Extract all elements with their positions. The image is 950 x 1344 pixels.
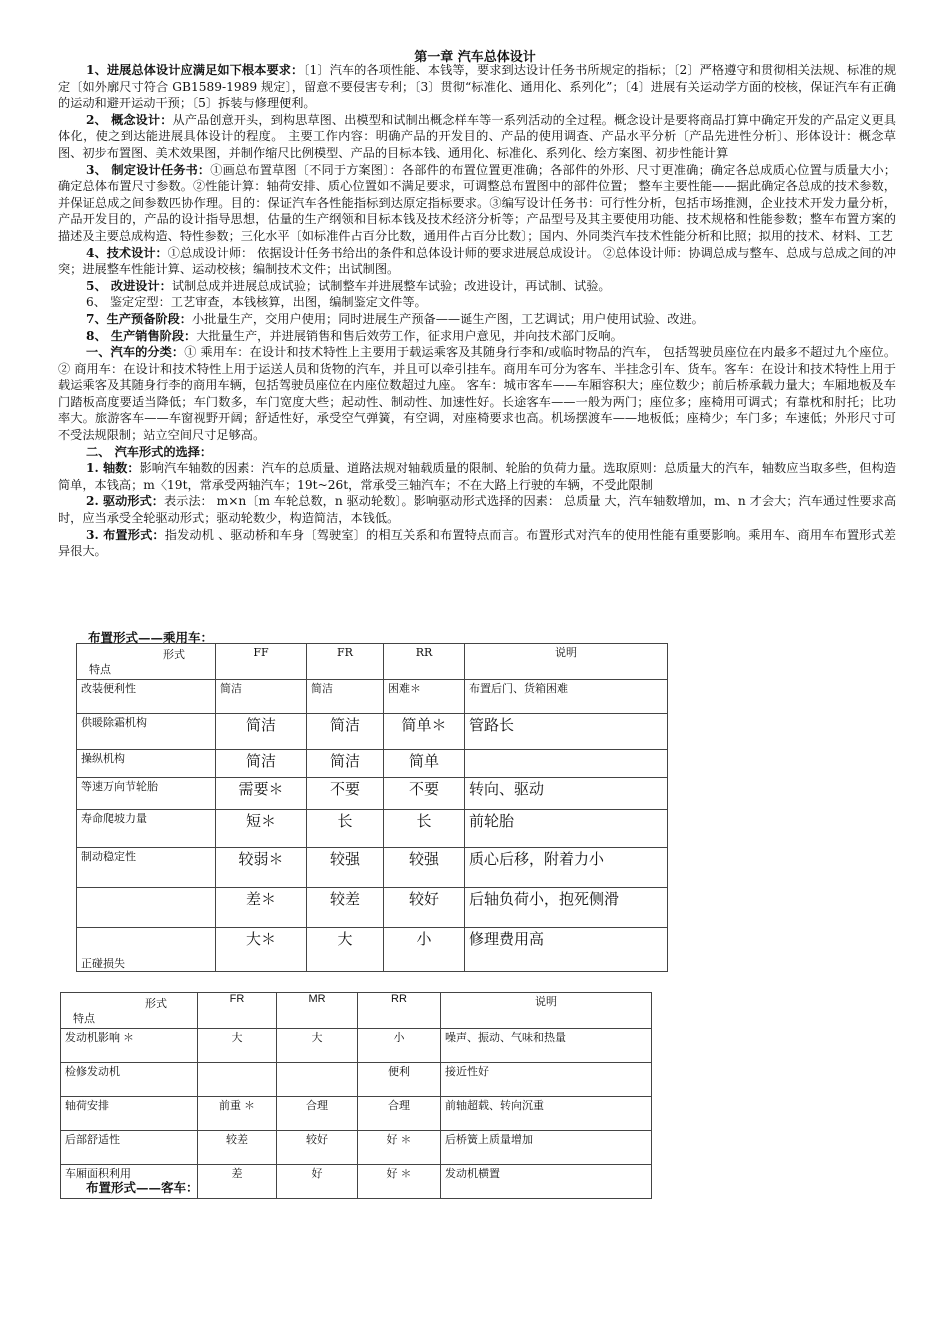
column-header: RR: [384, 644, 465, 680]
paragraph: 3. 布置形式：指发动机 、驱动桥和车身〔驾驶室〕的相互关系和布置特点而言。布置形式对汽车的使用性能有重要影响。乘用车、商用车布置形式差异很大。: [58, 527, 896, 559]
paragraph: 5、 改进设计：试制总成并进展总成试验；试制整车并进展整车试验；改进设计，再试制、试验。: [86, 278, 611, 293]
paragraph: 8、 生产销售阶段：大批量生产，并进展销售和售后效劳工作，征求用户意见，并向技术部门反响。: [86, 328, 623, 343]
table-row: 检修发动机 便利 接近性好: [61, 1063, 652, 1097]
commercial-layout-table: [60, 992, 652, 1199]
subtitle-bus: 布置形式——客车：: [86, 1180, 199, 1195]
paragraph: 1. 轴数：影响汽车轴数的因素：汽车的总质量、道路法规对轴载质量的限制、轮胎的负荷力量。选取原则：总质量大的汽车，轴数应当取多些，但构造简单，本钱高；m〈19t，常承受两轴汽车；19t~26t，常承受三轴汽车；不在大路上行驶的车辆，不受此限制: [58, 461, 897, 492]
column-header: 说明: [465, 644, 668, 680]
table-row: 发动机影响 ＊ 大 大 小 噪声、振动、气味和热量: [61, 1029, 652, 1063]
paragraph: 一、汽车的分类：① 乘用车：在设计和技术特性上主要用于载运乘客及其随身行李和/或临时物品的汽车， 包括驾驶员座位在内最多不超过九个座位。② 商用车：在设计和技术特性上用于运送人员和货物的汽车，并且可以牵引挂车。商用车可分为客车、半挂念引车、货车。客车：在设计和技术特性上用于载运乘客及其随身行李的商用车辆，包括驾驶员座位在内座位数超过九座。 客车：城市客车——车厢容积大；座位数少；前后桥承载力量大；车厢地板及车门踏板高度要适当降低；车门数多，车门宽度大些；起动性、制动性、加速性好。长途客车——一般为两门；座位多；座椅用可调式；有靠枕和肘托；比功率大。旅游客车——车窗视野开阔；舒适性好，承受空气弹簧，有空调，对座椅要求也高。机场摆渡车——地板低；座椅少；车门多；车速低；外形尺寸可不受法规限制；站立空间尺寸足够高。: [58, 345, 897, 443]
column-header: FF: [216, 644, 307, 680]
column-header: 说明: [441, 993, 652, 1029]
table-row: 供暖除霜机构 简洁 简洁 简单＊ 管路长: [77, 714, 668, 750]
table-corner: 形式 特点: [77, 644, 216, 680]
paragraph: 3、 制定设计任务书：①画总布置草图〔不同于方案图〕：各部件的布置位置更准确；各部件的外形、尺寸更准确；确定各总成质心位置与质量大小；确定总体布置尺寸参数。②性能计算：轴荷安排、质心位置如不满足要求，可调整总布置图中的部件位置； 整车主要性能——据此确定各总成的技术参数，并保证总成之间参数匹协作理。目的：保证汽车各性能指标到达原定指标要求。③编写设计任务书：可行性分析，包括市场推测，企业技术开发力量分析，产品开发目的，产品的设计指导思想，估量的生产纲领和目标本钱及技术经济分析等；产品型号及其主要使用功能、技术规格和性能参数；整车布置方案的描述及主要总成构造、特性参数；三化水平〔如标准件占百分比数，通用件占百分比数〕；国内、外同类汽车技术性能分析和比照；拟用的技术、材料、工艺: [58, 162, 896, 243]
paragraph: 7、生产预备阶段：小批量生产，交用户使用；同时进展生产预备——诞生产图，工艺调试；用户使用试验、改进。: [86, 311, 704, 326]
column-header: FR: [198, 993, 277, 1029]
column-header: FR: [307, 644, 384, 680]
paragraph: 二、 汽车形式的选择：: [86, 444, 213, 459]
passenger-layout-table: [76, 643, 668, 972]
table-row: 车厢面积利用 差 好 好 ＊ 发动机横置: [61, 1165, 652, 1199]
table-row: 轴荷安排 前重 ＊ 合理 合理 前轴超载、转向沉重: [61, 1097, 652, 1131]
document-body: [58, 62, 896, 560]
table-row: 操纵机构 简洁 简洁 简单: [77, 750, 668, 778]
paragraph: 4、技术设计：①总成设计师： 依据设计任务书给出的条件和总体设计师的要求进展总成设计。 ②总体设计师：协调总成与整车、总成与总成之间的冲突；进展整车性能计算、运动校核；编制技术文件；出试制图。: [58, 245, 897, 277]
paragraph: 2. 驱动形式：表示法： m×n〔m 车轮总数，n 驱动轮数〕。影响驱动形式选择的因素： 总质量 大，汽车轴数增加，m、n 才会大；汽车通过性要求高时，应当承受全轮驱动形式；驱动轮数少，构造简洁，本钱低。: [58, 494, 897, 526]
table-row: 制动稳定性 较弱＊ 较强 较强 质心后移，附着力小: [77, 848, 668, 888]
table-row: 改装便利性 简洁 简洁 困难＊ 布置后门、货箱困难: [77, 680, 668, 714]
subtitle-passenger: 布置形式——乘用车：: [88, 630, 214, 645]
column-header: MR: [277, 993, 358, 1029]
table-corner: 形式 特点: [61, 993, 198, 1029]
table-row: 差＊ 较差 较好 后轴负荷小，抱死侧滑: [77, 888, 668, 928]
table-row: 寿命爬坡力量 短＊ 长 长 前轮胎: [77, 810, 668, 848]
column-header: RR: [358, 993, 441, 1029]
table-row: 后部舒适性 较差 较好 好 ＊ 后桥簧上质量增加: [61, 1131, 652, 1165]
table-row: 正碰损失 大＊ 大 小 修理费用高: [77, 928, 668, 972]
paragraph: 2、 概念设计：从产品创意开头，到构思草图、出模型和试制出概念样车等一系列活动的全过程。概念设计是要将商品打算中确定开发的产品定义更具体化，使之到达能进展具体设计的程度。 主要工作内容：明确产品的开发目的、产品的使用调查、产品水平分析〔产品先进性分析〕、形体设计：概念草图、初步布置图、美术效果图，并制作缩尺比例模型、产品的目标本钱、通用化、标准化、系列化、绘方案图、初步性能计算: [58, 112, 896, 160]
table-row: 等速万向节轮胎 需要＊ 不要 不要 转向、驱动: [77, 778, 668, 810]
paragraph: 6、 鉴定定型：工艺审查，本钱核算，出图，编制鉴定文件等。: [86, 295, 427, 310]
chapter-title: 第一章 汽车总体设计: [414, 50, 536, 65]
paragraph: 1、进展总体设计应满足如下根本要求：〔1〕汽车的各项性能、本钱等，要求到达设计任务书所规定的指标；〔2〕严格遵守和贯彻相关法规、标准的规定〔如外廓尺寸符合 GB1589-1989 规定〕，留意不要侵害专利；〔3〕贯彻“标准化、通用化、系列化”；〔4〕进展有关运动学方面的校核，保证汽车有正确的运动和避开运动干预；〔5〕拆装与修理便利。: [58, 63, 897, 111]
